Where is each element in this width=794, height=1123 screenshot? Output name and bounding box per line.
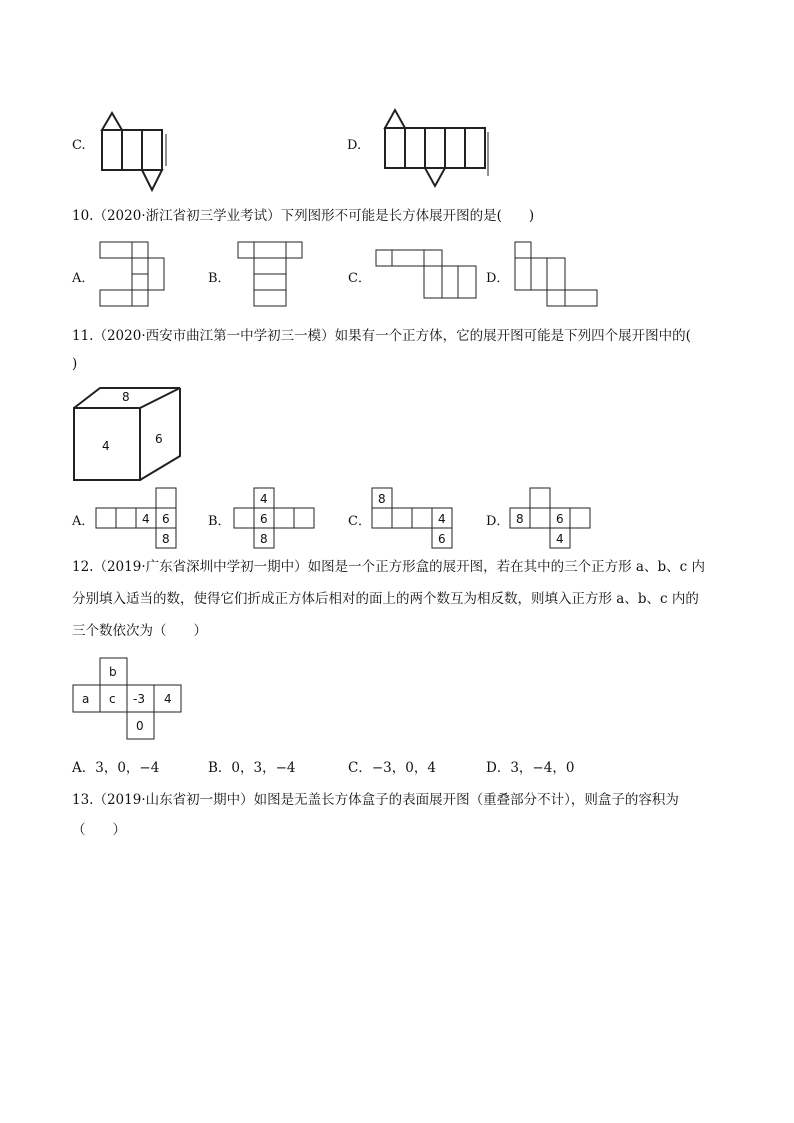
q12-text-line3: 三个数依次为（ ） bbox=[72, 623, 207, 639]
q11-option-a-net bbox=[94, 486, 184, 550]
q11-cube-top-label: 8 bbox=[122, 390, 130, 404]
q12-choice-a: A．3，0，−4 bbox=[72, 760, 160, 776]
q11-c-face-top: 8 bbox=[378, 492, 386, 506]
q11-option-b-net bbox=[232, 486, 322, 550]
q12-face-a: a bbox=[82, 692, 90, 706]
q11-c-face-bottom: 6 bbox=[438, 532, 446, 546]
q11-a-face-mid: 6 bbox=[162, 512, 170, 526]
q12-choice-d: D．3，−4，0 bbox=[486, 760, 575, 776]
q13-text-line2: （ ） bbox=[72, 822, 126, 838]
q12-face-c: c bbox=[109, 692, 116, 706]
q11-cube-front-label: 4 bbox=[102, 439, 110, 453]
q10-option-b-label: B． bbox=[208, 271, 231, 286]
q11-a-face-left: 4 bbox=[142, 512, 150, 526]
q11-option-b-label: B． bbox=[208, 514, 231, 529]
q9-option-c-figure bbox=[92, 108, 182, 194]
q10-option-b-figure bbox=[236, 240, 306, 310]
q11-b-face-top: 4 bbox=[260, 492, 268, 506]
q11-option-d-net bbox=[508, 486, 598, 550]
q11-d-face-mid: 6 bbox=[556, 512, 564, 526]
q13-text-line1: 13.（2019·山东省初一期中）如图是无盖长方体盒子的表面展开图（重叠部分不计），则盒子的容积为 bbox=[72, 792, 679, 808]
q10-option-c-label: C． bbox=[348, 271, 371, 286]
q11-cube-right-label: 6 bbox=[155, 432, 163, 446]
q11-text-line2: ) bbox=[72, 356, 78, 372]
q11-c-face-mid: 4 bbox=[438, 512, 446, 526]
q12-face-4: 4 bbox=[164, 692, 172, 706]
q11-b-face-bottom: 8 bbox=[260, 532, 268, 546]
q12-choice-b: B．0，3，−4 bbox=[208, 760, 296, 776]
q10-option-c-figure bbox=[374, 248, 478, 302]
q10-option-a-figure bbox=[98, 240, 168, 310]
q9-option-c-label: C. bbox=[72, 138, 86, 153]
q10-option-a-label: A． bbox=[72, 271, 95, 286]
q11-cube-figure bbox=[70, 384, 190, 484]
q11-option-c-net bbox=[370, 486, 460, 550]
q12-face-0: 0 bbox=[136, 719, 144, 733]
q12-net-figure bbox=[72, 657, 186, 743]
q12-face-b: b bbox=[109, 665, 117, 679]
q12-choice-c: C．−3，0，4 bbox=[348, 760, 436, 776]
q11-b-face-mid: 6 bbox=[260, 512, 268, 526]
q10-text: 10.（2020·浙江省初三学业考试）下列图形不可能是长方体展开图的是( ) bbox=[72, 208, 535, 224]
q12-text-line2: 分别填入适当的数，使得它们折成正方体后相对的面上的两个数互为相反数，则填入正方形 a、b、c 内的 bbox=[72, 591, 699, 607]
q12-text-line1: 12.（2019·广东省深圳中学初一期中）如图是一个正方形盒的展开图，若在其中的三个正方形 a、b、c 内 bbox=[72, 559, 705, 575]
q11-d-face-left: 8 bbox=[516, 512, 524, 526]
q9-option-d-label: D. bbox=[347, 138, 362, 153]
q11-d-face-bottom: 4 bbox=[556, 532, 564, 546]
q12-face-neg3: -3 bbox=[133, 692, 145, 706]
q11-a-face-bottom: 8 bbox=[162, 532, 170, 546]
q11-option-d-label: D． bbox=[486, 514, 510, 529]
q11-option-c-label: C． bbox=[348, 514, 371, 529]
q11-text-line1: 11.（2020·西安市曲江第一中学初三一模）如果有一个正方体，它的展开图可能是下列四个展开图中的( bbox=[72, 328, 691, 344]
q10-option-d-label: D． bbox=[486, 271, 510, 286]
q10-option-d-figure bbox=[513, 240, 603, 310]
q11-option-a-label: A． bbox=[72, 514, 95, 529]
q9-option-d-figure bbox=[375, 104, 495, 190]
